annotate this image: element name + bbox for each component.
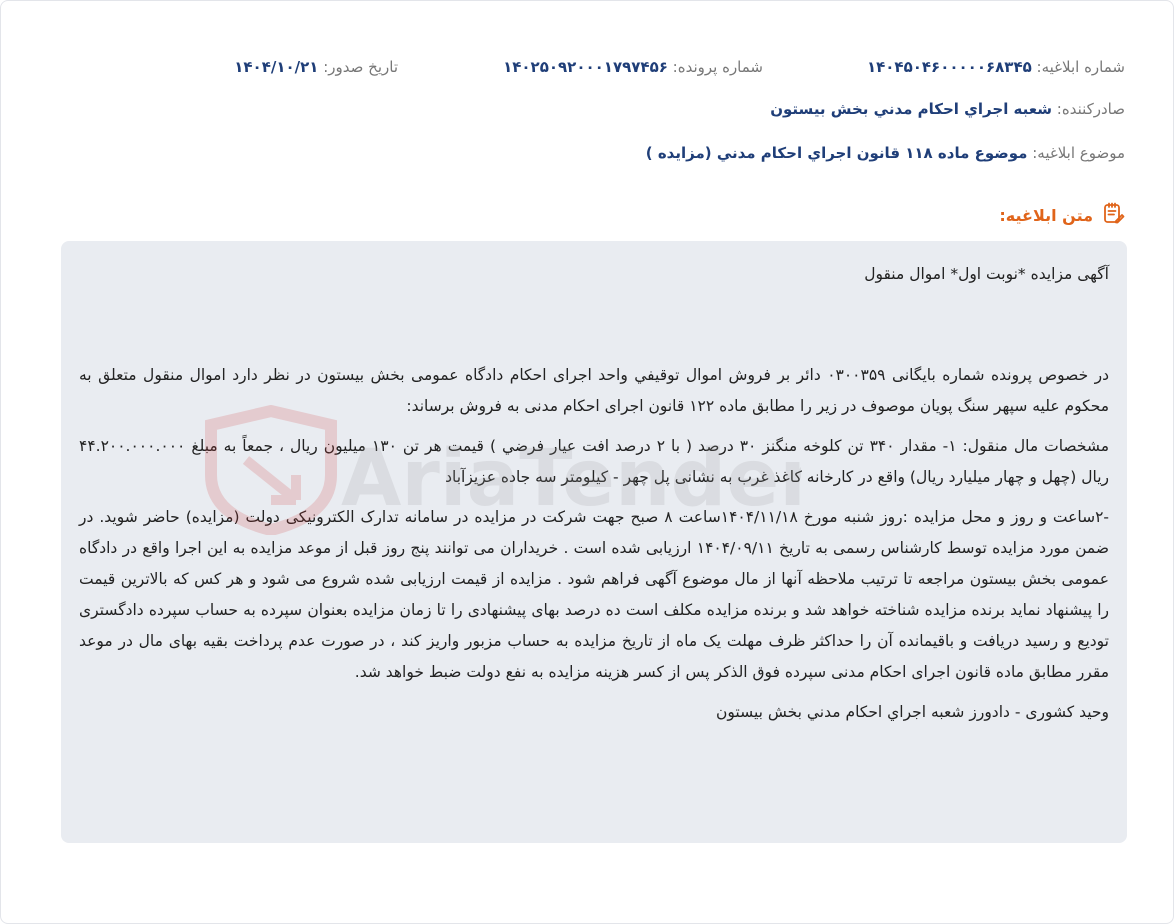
- issuer-label: صادرکننده:: [1056, 100, 1125, 118]
- issue-date-value: ۱۴۰۴/۱۰/۲۱: [234, 58, 319, 76]
- issuer-line: [770, 100, 1125, 118]
- notepad-icon: [1101, 201, 1125, 229]
- notice-signature: وحید کشوری - دادورز شعبه اجراي احكام مدني بخش بيستون: [716, 703, 1109, 721]
- notice-heading: آگهی مزایده *نوبت اول* اموال منقول: [864, 265, 1109, 283]
- issue-date-label: تاریخ صدور:: [323, 58, 398, 76]
- spacer: [79, 299, 1109, 360]
- notice-paragraph-item: مشخصات مال منقول: ۱- مقدار ۳۴۰ تن کلوخه منگنز ۳۰ درصد ( با ۲ درصد افت عیار فرضي ) قیمت هر تن ۱۳۰ میلیون ریال ، جمعاً به مبلغ ۴۴.۲۰۰.۰۰۰.۰۰۰ ریال (چهل و چهار میلیارد ریال) واقع در کارخانه کاغذ غرب به نشانی پل چهر - کیلومتر سه جاده عزیزآباد: [79, 437, 1109, 486]
- notice-number-label: شماره ابلاغیه:: [1036, 58, 1125, 76]
- notice-number-value: ۱۴۰۴۵۰۴۶۰۰۰۰۰۶۸۳۴۵: [866, 58, 1032, 76]
- subject-value: موضوع ماده ۱۱۸ قانون اجراي احكام مدني (مزايده ): [645, 144, 1028, 162]
- case-number-value: ۱۴۰۲۵۰۹۲۰۰۰۱۷۹۷۴۵۶: [503, 58, 668, 76]
- issuer-value: شعبه اجراي احكام مدني بخش بيستون: [770, 100, 1052, 118]
- issue-date: [234, 58, 398, 76]
- notice-number: [867, 58, 1125, 76]
- notice-body-panel: [61, 241, 1127, 843]
- notice-meta-row: [1, 58, 1173, 82]
- notice-text-header: [999, 201, 1125, 229]
- subject-label: موضوع ابلاغیه:: [1032, 144, 1125, 162]
- notice-text-title: متن ابلاغیه:: [999, 205, 1093, 225]
- notice-paragraph-auction: -۲ساعت و روز و محل مزایده :روز شنبه مورخ ۱۴۰۴/۱۱/۱۸ساعت ۸ صبح جهت شرکت در مزایده در سامانه تدارک الکترونیکی دولت (مزایده) حاضر شوید. در ضمن مورد مزایده توسط کارشناس رسمی به تاریخ ۱۴۰۴/۰۹/۱۱ ارزیابی شده است . خریداران می توانند پنج روز قبل از موعد مزایده به این اجرا واقع در دادگاه عمومی بخش بیستون مراجعه تا ترتیب ملاحظه آنها از مال موضوع آگهی فراهم شود . مزایده از قیمت ارزیابی شده شروع می شود و هر کس که بالاترین قیمت را پیشنهاد نماید برنده مزایده شناخته خواهد شد و برنده مزایده مکلف است ده درصد بهای پیشنهادی را تا زمان مزایده بعنوان سپرده به حساب سپرده دادگستری تودیع و رسید دریافت و باقیمانده آن را حداکثر ظرف مهلت یک ماه از تاریخ مزایده به حساب مزبور واریز کند ، در صورت عدم پرداخت بقیه بهای مال در موعد مقرر مطابق ماده قانون اجرای احکام مدنی سپرده فوق الذکر پس از کسر هزینه مزایده به نفع دولت ضبط خواهد شد.: [79, 508, 1110, 681]
- subject-line: [646, 144, 1125, 162]
- case-number: [503, 58, 763, 76]
- case-number-label: شماره پرونده:: [672, 58, 763, 76]
- notice-paragraph-intro: در خصوص پرونده شماره بایگانی ۰۳۰۰۳۵۹ دائر بر فروش اموال توقیفي واحد اجرای احکام دادگاه عمومی بخش بیستون در نظر دارد اموال منقول متعلق به محکوم علیه سپهر سنگ پویان موصوف در زیر را مطابق ماده ۱۲۲ قانون اجرای احکام مدنی به فروش برساند:: [79, 366, 1109, 415]
